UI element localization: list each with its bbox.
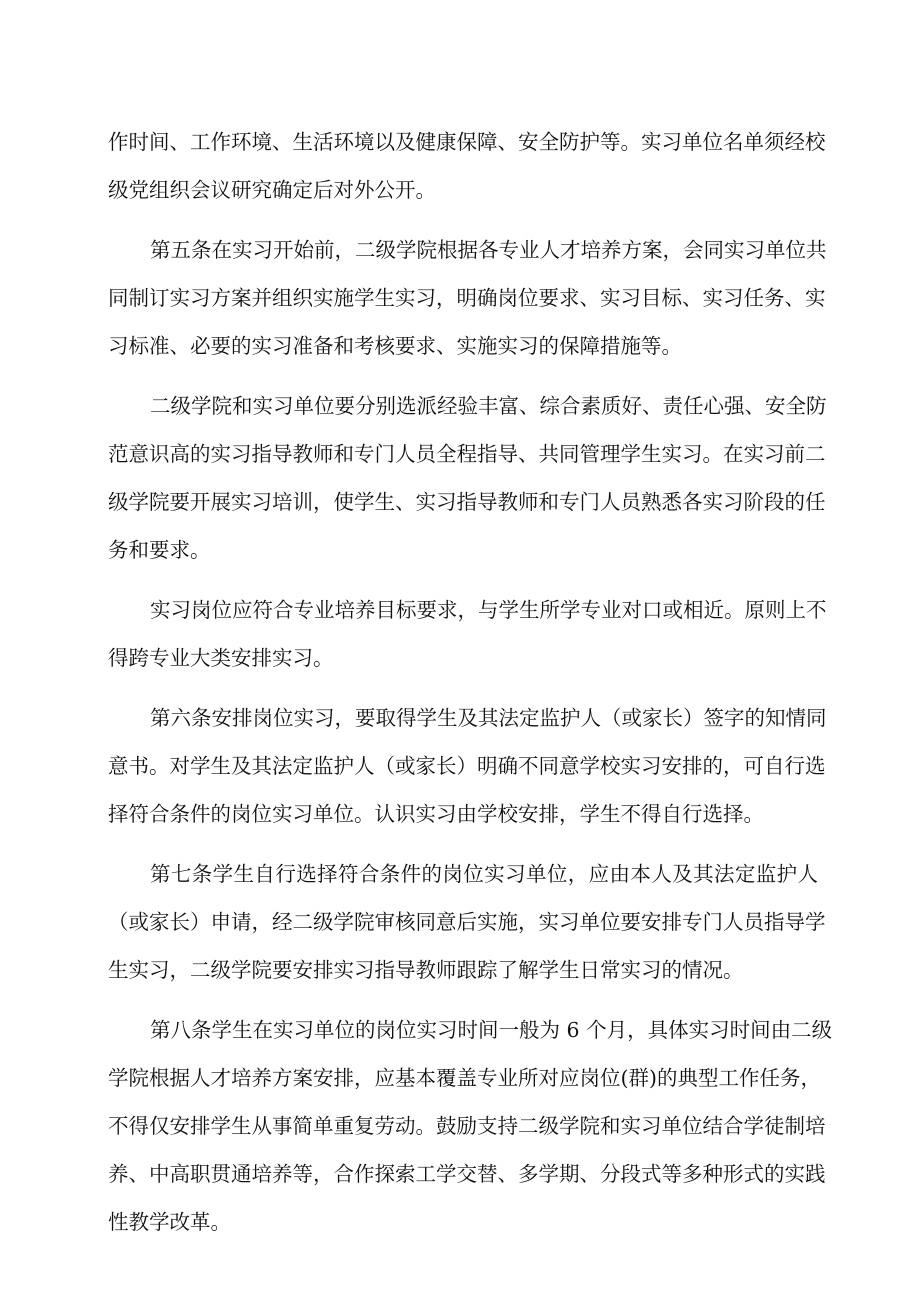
paragraph-line: 级党组织会议研究确定后对外公开。: [108, 178, 436, 202]
paragraph-line: 养、中高职贯通培养等，合作探索工学交替、多学期、分段式等多种形式的实践: [108, 1162, 826, 1186]
paragraph-line: 第六条安排岗位实习，要取得学生及其法定监护人（或家长）签字的知情同: [150, 706, 827, 730]
paragraph-line: 务和要求。: [108, 538, 211, 562]
paragraph-line: 第八条学生在实习单位的岗位实习时间一般为 6 个月，具体实习时间由二级: [150, 1018, 833, 1042]
paragraph-line: （或家长）申请，经二级学院审核同意后实施，实习单位要安排专门人员指导学: [108, 910, 826, 934]
paragraph-line: 范意识高的实习指导教师和专门人员全程指导、共同管理学生实习。在实习前二: [108, 442, 826, 466]
paragraph-line: 作时间、工作环境、生活环境以及健康保障、安全防护等。实习单位名单须经校: [108, 130, 826, 154]
paragraph-line: 第七条学生自行选择符合条件的岗位实习单位，应由本人及其法定监护人: [150, 862, 818, 886]
paragraph-line: 第五条在实习开始前，二级学院根据各专业人才培养方案，会同实习单位共: [150, 238, 827, 262]
paragraph-line: 二级学院和实习单位要分别选派经验丰富、综合素质好、责任心强、安全防: [150, 394, 827, 418]
paragraph-line: 性教学改革。: [108, 1210, 231, 1234]
paragraph-line: 学院根据人才培养方案安排，应基本覆盖专业所对应岗位(群)的典型工作任务，: [108, 1066, 821, 1090]
paragraph-line: 生实习，二级学院要安排实习指导教师跟踪了解学生日常实习的情况。: [108, 958, 744, 982]
paragraph-line: 同制订实习方案并组织实施学生实习，明确岗位要求、实习目标、实习任务、实: [108, 286, 826, 310]
paragraph-line: 择符合条件的岗位实习单位。认识实习由学校安排，学生不得自行选择。: [108, 802, 764, 826]
paragraph-line: 得跨专业大类安排实习。: [108, 646, 334, 670]
paragraph-line: 习标准、必要的实习准备和考核要求、实施实习的保障措施等。: [108, 334, 682, 358]
paragraph-line: 实习岗位应符合专业培养目标要求，与学生所学专业对口或相近。原则上不: [150, 598, 827, 622]
paragraph-line: 不得仅安排学生从事简单重复劳动。鼓励支持二级学院和实习单位结合学徒制培: [108, 1114, 826, 1138]
paragraph-line: 级学院要开展实习培训，使学生、实习指导教师和专门人员熟悉各实习阶段的任: [108, 490, 826, 514]
paragraph-line: 意书。对学生及其法定监护人（或家长）明确不同意学校实习安排的，可自行选: [108, 754, 826, 778]
